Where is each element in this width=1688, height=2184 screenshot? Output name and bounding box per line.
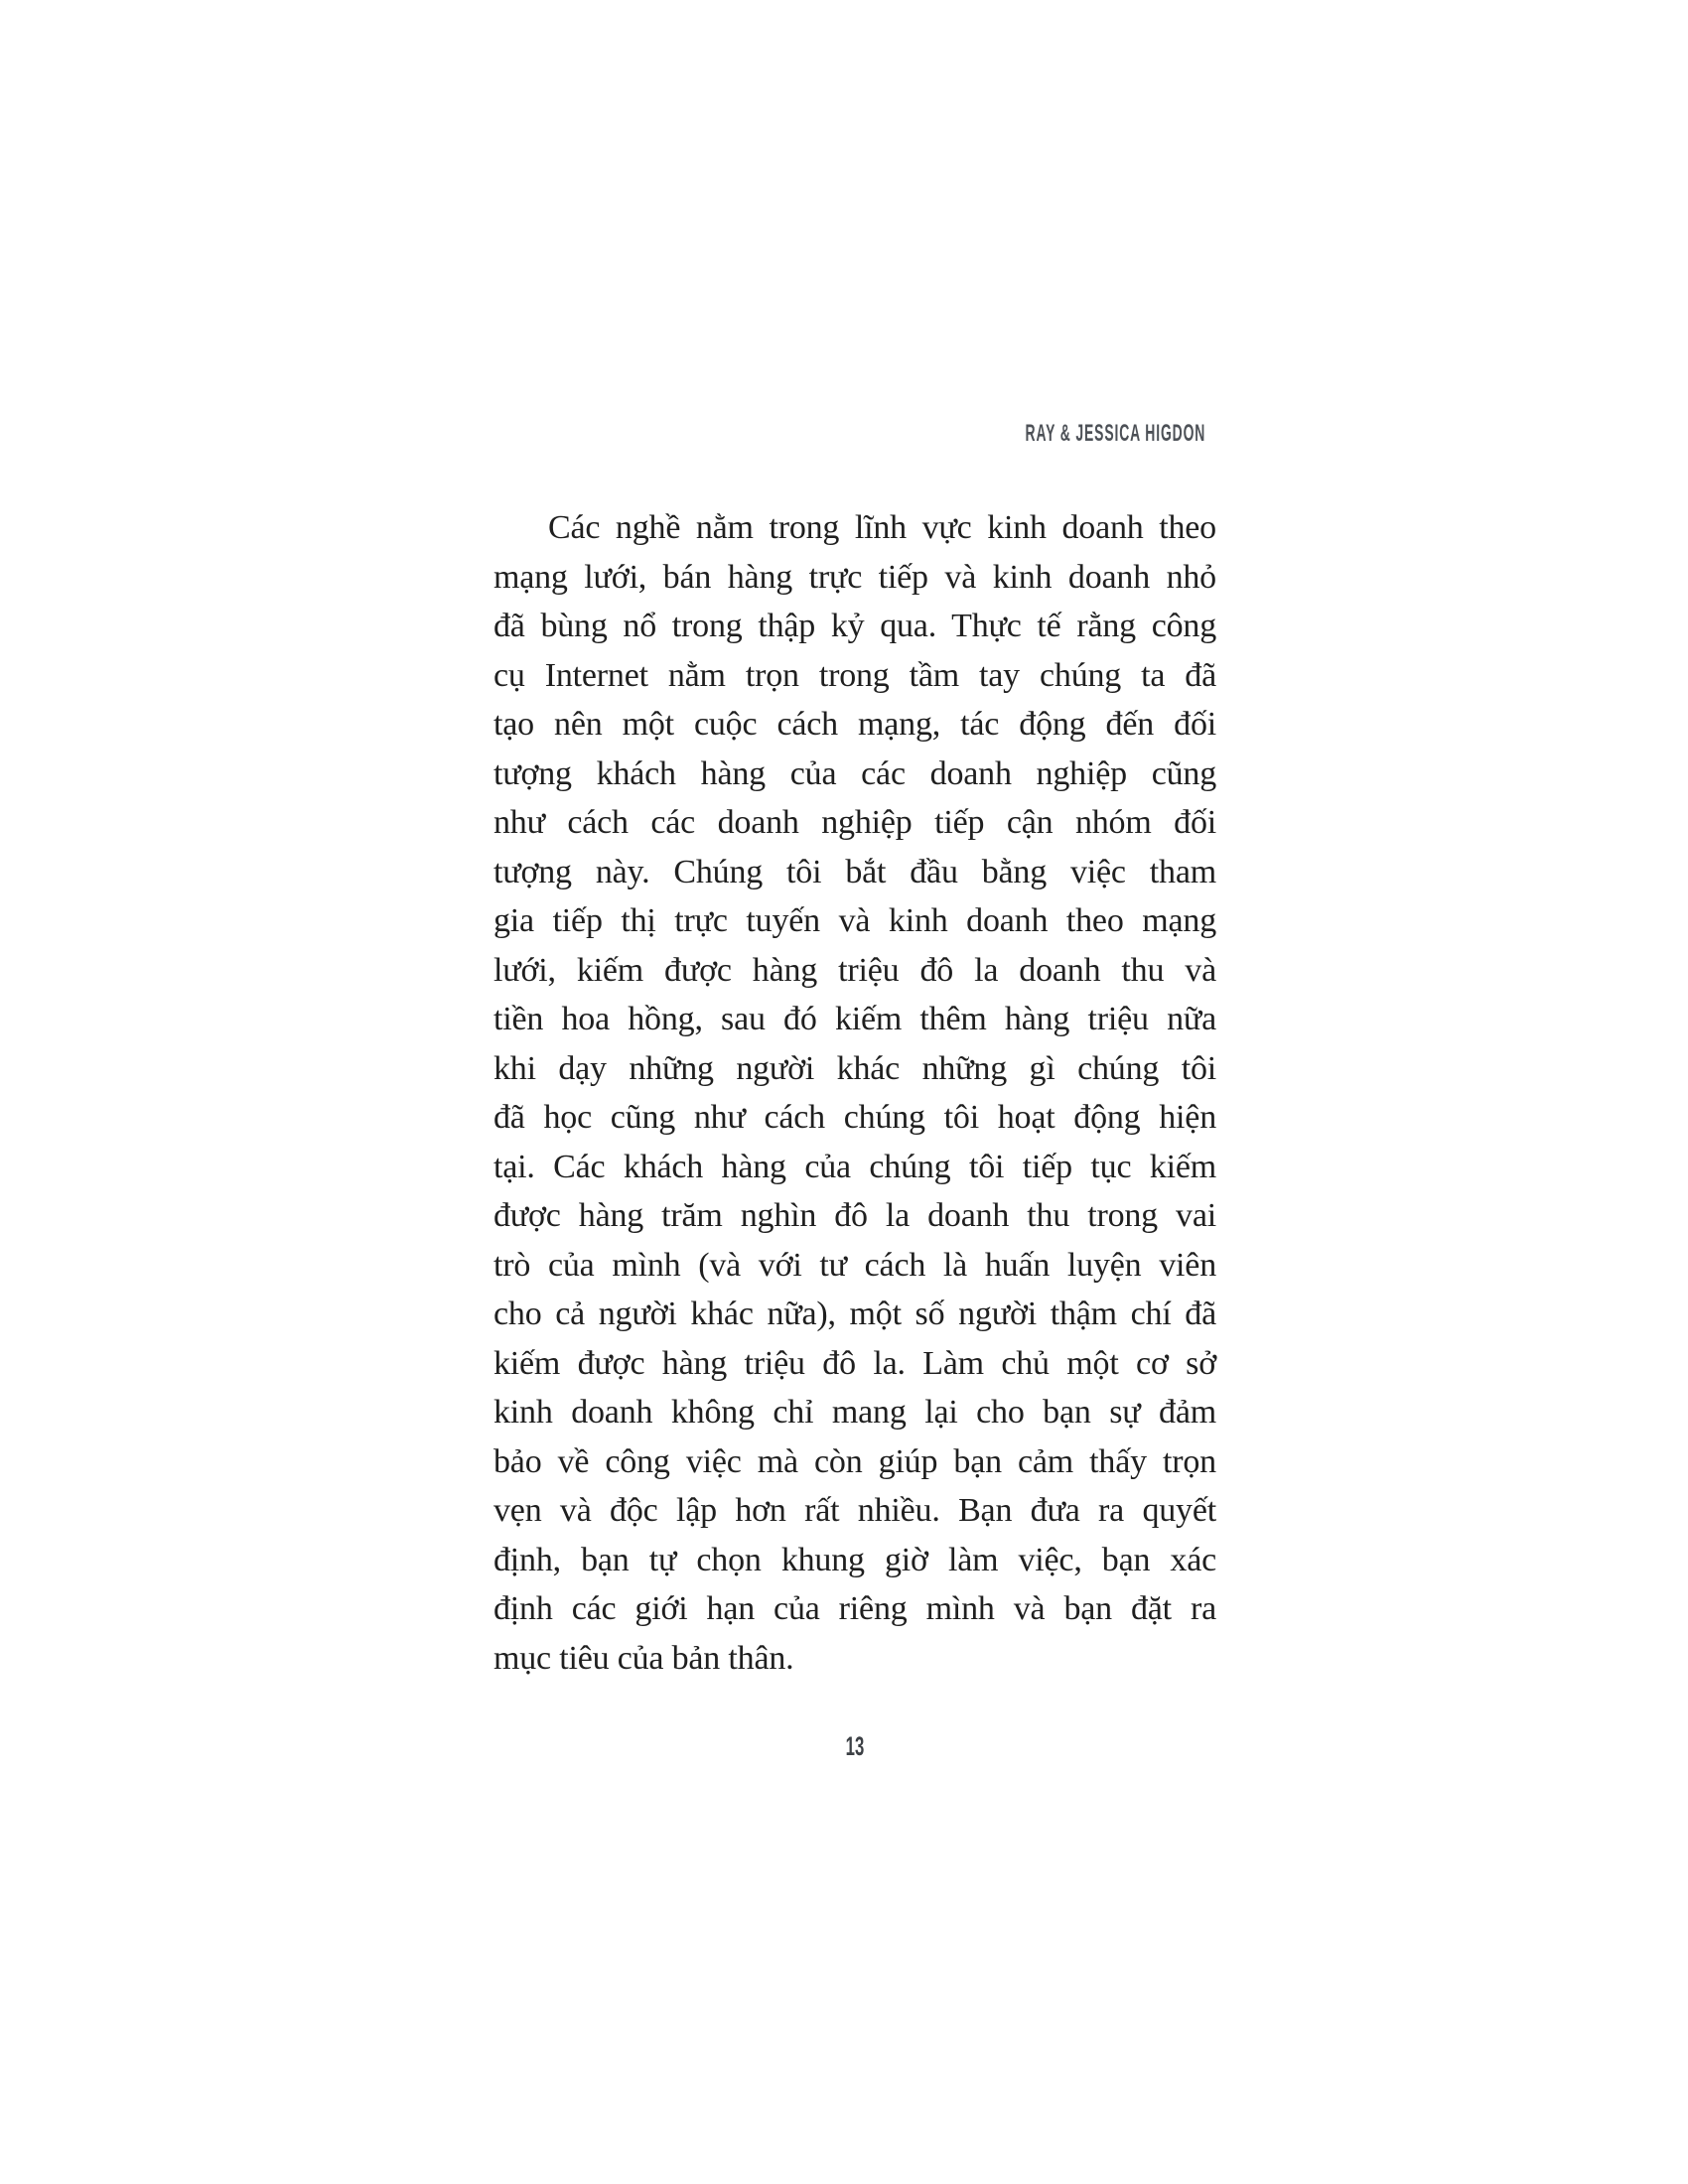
running-header: RAY & JESSICA HIGDON bbox=[1025, 420, 1205, 447]
text-line: được hàng trăm nghìn đô la doanh thu trong vai bbox=[493, 1197, 1216, 1234]
text-line: như cách các doanh nghiệp tiếp cận nhóm đối bbox=[493, 804, 1216, 841]
text-line: cụ Internet nằm trọn trong tầm tay chúng ta đã bbox=[493, 656, 1216, 694]
text-line: khi dạy những người khác những gì chúng tôi bbox=[493, 1049, 1216, 1087]
text-line: kinh doanh không chỉ mang lại cho bạn sự đảm bbox=[493, 1394, 1216, 1431]
text-line: kiếm được hàng triệu đô la. Làm chủ một cơ sở bbox=[493, 1344, 1216, 1382]
text-line: tượng khách hàng của các doanh nghiệp cũng bbox=[493, 754, 1216, 792]
text-line: lưới, kiếm được hàng triệu đô la doanh thu và bbox=[493, 951, 1216, 989]
text-line: bảo về công việc mà còn giúp bạn cảm thấy trọn bbox=[493, 1442, 1216, 1480]
page-number: 13 bbox=[845, 1731, 865, 1761]
text-line: mục tiêu của bản thân. bbox=[493, 1639, 794, 1677]
text-line: gia tiếp thị trực tuyến và kinh doanh theo mạng bbox=[493, 902, 1216, 939]
text-line: định, bạn tự chọn khung giờ làm việc, bạn xác bbox=[493, 1541, 1216, 1578]
text-line: đã học cũng như cách chúng tôi hoạt động hiện bbox=[493, 1099, 1216, 1136]
text-line: đã bùng nổ trong thập kỷ qua. Thực tế rằng công bbox=[493, 608, 1216, 644]
text-line: cho cả người khác nữa), một số người thậm chí đã bbox=[493, 1296, 1216, 1332]
text-line: trò của mình (và với tư cách là huấn luyện viên bbox=[493, 1246, 1216, 1284]
text-line: mạng lưới, bán hàng trực tiếp và kinh doanh nhỏ bbox=[493, 558, 1216, 596]
text-line: tiền hoa hồng, sau đó kiếm thêm hàng triệu nữa bbox=[493, 1001, 1216, 1037]
body-paragraph bbox=[493, 503, 1216, 1683]
text-line: tượng này. Chúng tôi bắt đầu bằng việc tham bbox=[493, 853, 1216, 890]
text-line: định các giới hạn của riêng mình và bạn đặt ra bbox=[493, 1590, 1216, 1627]
text-line: tại. Các khách hàng của chúng tôi tiếp tục kiếm bbox=[493, 1148, 1216, 1185]
text-line: vẹn và độc lập hơn rất nhiều. Bạn đưa ra quyết bbox=[493, 1492, 1216, 1529]
text-line: Các nghề nằm trong lĩnh vực kinh doanh theo bbox=[548, 509, 1216, 546]
text-line: tạo nên một cuộc cách mạng, tác động đến đối bbox=[493, 706, 1216, 743]
